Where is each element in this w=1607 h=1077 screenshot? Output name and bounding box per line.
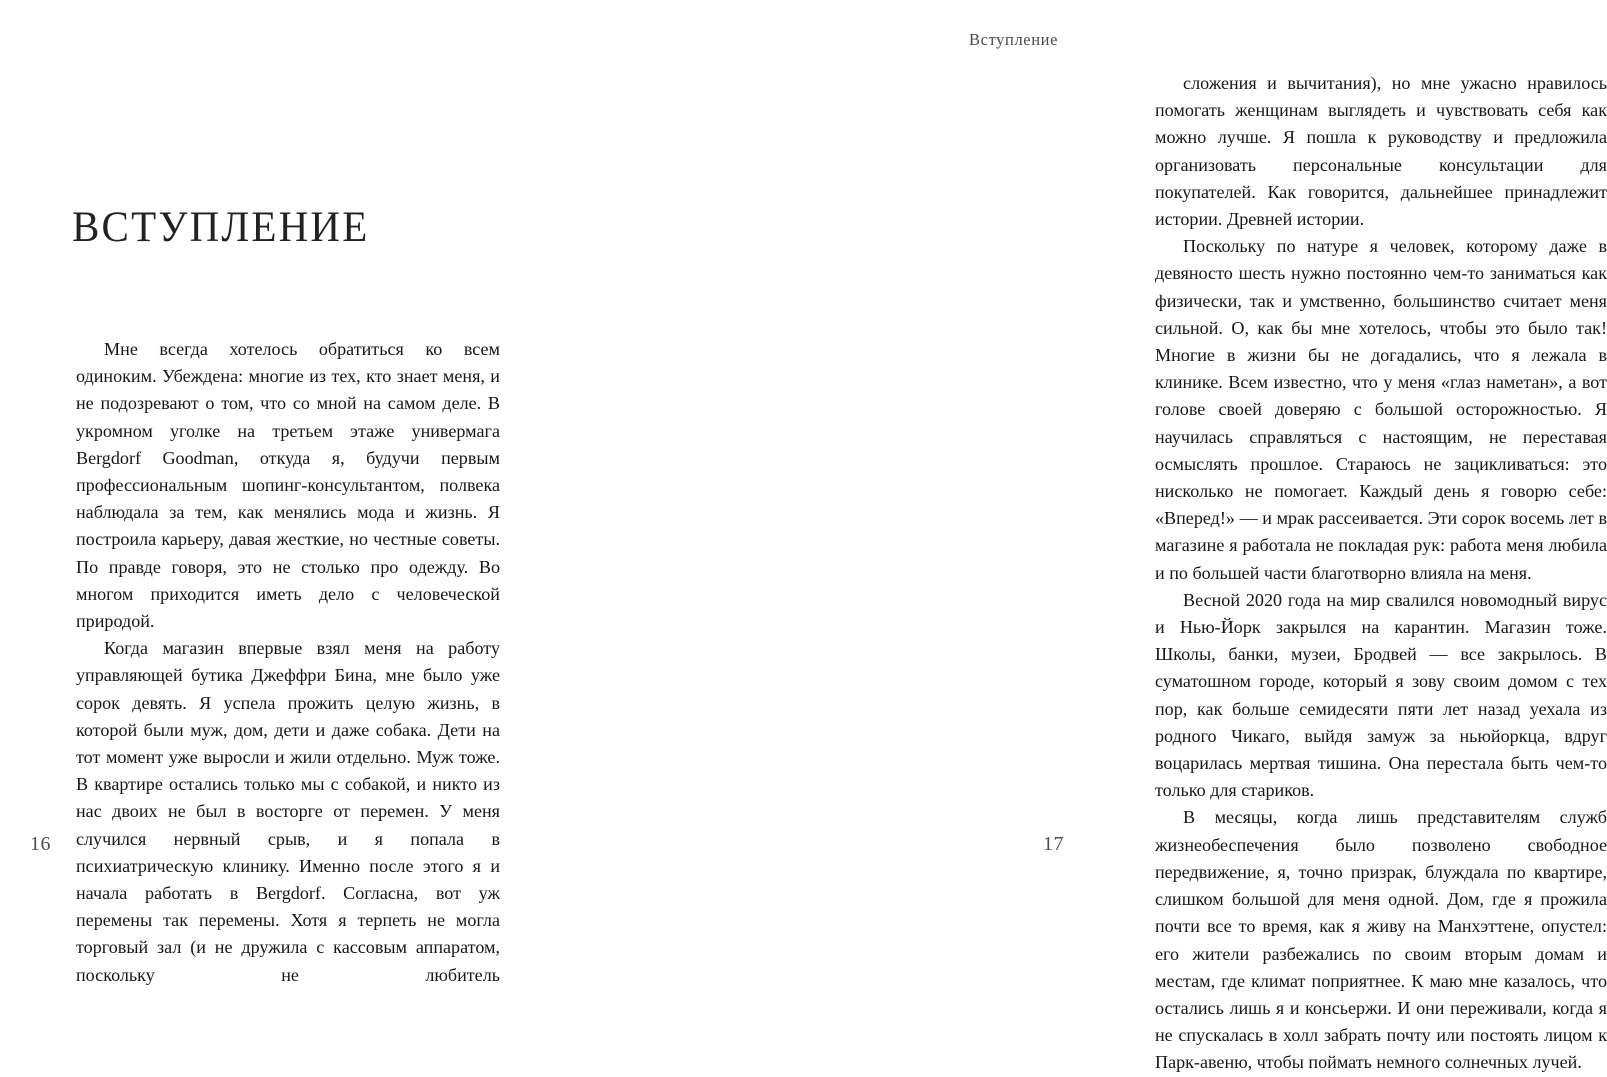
paragraph: Поскольку по натуре я человек, которому даже в девяносто шесть нужно постоянно чем-то заниматься как физически, так и умственно, большинство считает меня сильной. О, как бы мне хотелось, чтобы это было так! Многие в жизни бы не догадались, что я лежала в клинике. Всем известно, что у меня «глаз наметан», а вот голове своей доверяю с большой осторожностью. Я научилась справляться с настоящим, не переставая осмыслять прошлое. Стараюсь не зацикливаться: это нисколько не помогает. Каждый день я говорю себе: «Вперед!» — и мрак рассеивается. Эти сорок восемь лет в магазине я работала не покладая рук: работа меня любила и по большей части благотворно влияла на меня. bbox=[1155, 236, 1607, 583]
paragraph: Весной 2020 года на мир свалился новомодный вирус и Нью-Йорк закрылся на карантин. Магазин тоже. Школы, банки, музеи, Бродвей — все закрылось. В суматошном городе, который я зову своим домом с тех пор, как больше семидесяти пяти лет назад уехала из родного Чикаго, выйдя замуж за ньюйоркца, вдруг воцарилась мертвая тишина. Она перестала быть чем-то только для стариков. bbox=[1155, 589, 1607, 801]
chapter-title: ВСТУПЛЕНИЕ bbox=[72, 202, 370, 252]
paragraph: В месяцы, когда лишь представителям служб жизнеобеспечения было позволено свободное передвижение, я, точно призрак, блуждала по квартире, слишком большой для меня одной. Дом, где я прожила почти все то время, как я живу на Манхэттене, опустел: его жители разбежались по своим вторым домам и местам, где климат поприятнее. К маю мне казалось, что остались лишь я и консьержи. И они переживали, когда я не спускалась в холл забрать почту или постоять лицом к Парк-авеню, чтобы поймать немного солнечных лучей. bbox=[1155, 807, 1607, 1073]
paragraph: Мне всегда хотелось обратиться ко всем одиноким. Убеждена: многие из тех, кто знает меня, и не подозревают о том, что со мной на самом деле. В укромном уголке на третьем этаже универмага Bergdorf Goodman, откуда я, будучи первым профессиональным шопинг-консультантом, полвека наблюдала за тем, как менялись мода и жизнь. Я построила карьеру, давая жесткие, но честные советы. По правде говоря, это не столько про одежду. Во многом приходится иметь дело с человеческой природой. bbox=[76, 339, 500, 632]
page-number-right: 17 bbox=[1043, 833, 1064, 855]
right-text-column bbox=[1155, 70, 1607, 1077]
left-text-column bbox=[76, 336, 500, 1016]
page-number-left: 16 bbox=[30, 833, 51, 855]
running-head: Вступление bbox=[969, 30, 1058, 49]
left-page bbox=[0, 0, 550, 985]
paragraph: сложения и вычитания), но мне ужасно нравилось помогать женщинам выглядеть и чувствовать себя как можно лучше. Я пошла к руководству и предложила организовать персональные консультации для покупателей. Как говорится, дальнейшее принадлежит истории. Древней истории. bbox=[1155, 73, 1607, 230]
right-page bbox=[550, 0, 1607, 1073]
paragraph: Когда магазин впервые взял меня на работу управляющей бутика Джеффри Бина, мне было уже сорок девять. Я успела прожить целую жизнь, в которой были муж, дом, дети и даже собака. Дети на тот момент уже выросли и жили отдельно. Муж тоже. В квартире остались только мы с собакой, и никто из нас двоих не был в восторге от перемен. У меня случился нервный срыв, и я попала в психиатрическую клинику. Именно после этого я и начала работать в Bergdorf. Согласна, вот уж перемены так перемены. Хотя я терпеть не могла торговый зал (и не дружила с кассовым аппаратом, поскольку не любитель bbox=[76, 638, 500, 985]
